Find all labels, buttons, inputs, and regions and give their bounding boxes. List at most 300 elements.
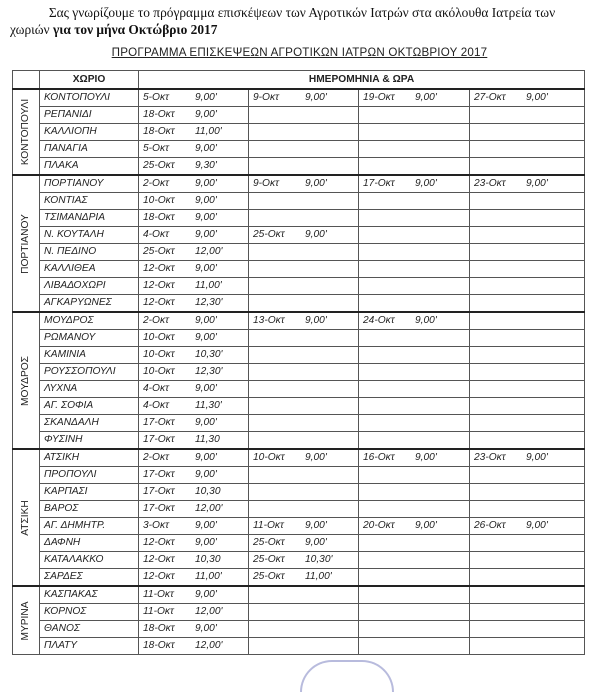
table-row (13, 158, 585, 176)
visit-cell (249, 586, 359, 604)
visit-cell (249, 330, 359, 347)
visit-cell (249, 484, 359, 501)
visit-cell (470, 586, 585, 604)
visit-cell (139, 295, 249, 313)
table-header-row (13, 71, 585, 90)
visit-cell (359, 330, 470, 347)
table-row (13, 586, 585, 604)
visit-date: 24-Οκτ (363, 315, 395, 326)
visit-time: 11,00' (195, 280, 222, 291)
visit-cell (139, 244, 249, 261)
visit-time: 9,00' (305, 315, 327, 326)
visit-cell (249, 141, 359, 158)
visit-cell (249, 398, 359, 415)
visit-cell (470, 261, 585, 278)
table-row (13, 501, 585, 518)
visit-cell (359, 312, 470, 330)
official-stamp (300, 660, 394, 692)
visit-cell (249, 278, 359, 295)
village-cell: ΔΑΦΝΗ (40, 535, 139, 552)
visit-time: 9,00' (195, 383, 217, 394)
visit-cell (139, 569, 249, 587)
header-village: ΧΩΡΙΟ (40, 71, 139, 90)
table-row (13, 432, 585, 450)
village-cell: ΡΩΜΑΝΟΥ (40, 330, 139, 347)
visit-cell (470, 381, 585, 398)
visit-cell (359, 347, 470, 364)
intro-line-1: Σας γνωρίζουμε το πρόγραμμα επισκέψεων των Αγροτικών Ιατρών στα ακόλουθα Ιατρεία των (48, 5, 556, 20)
visit-cell (249, 347, 359, 364)
visit-cell (249, 569, 359, 587)
village-cell: ΡΟΥΣΣΟΠΟΥΛΙ (40, 364, 139, 381)
visit-time: 9,00' (305, 178, 327, 189)
table-row (13, 89, 585, 107)
visit-cell (249, 621, 359, 638)
visit-time: 11,00' (195, 571, 222, 582)
region-cell (13, 89, 40, 175)
village-cell: ΒΑΡΟΣ (40, 501, 139, 518)
visit-cell (359, 261, 470, 278)
visit-cell (249, 552, 359, 569)
visit-time: 11,00' (305, 571, 332, 582)
table-row (13, 295, 585, 313)
region-cell (13, 175, 40, 312)
visit-date: 10-Οκτ (143, 349, 175, 360)
visit-cell (359, 415, 470, 432)
visit-date: 25-Οκτ (253, 554, 285, 565)
village-cell: ΚΟΡΝΟΣ (40, 604, 139, 621)
village-cell: ΡΕΠΑΝΙΔΙ (40, 107, 139, 124)
table-row (13, 398, 585, 415)
visit-time: 11,30 (195, 434, 220, 445)
visit-cell (359, 381, 470, 398)
visit-cell (139, 381, 249, 398)
region-label: ΚΟΝΤΟΠΟΥΛΙ (20, 98, 31, 166)
visit-time: 10,30' (195, 349, 223, 360)
table-row (13, 312, 585, 330)
visit-time: 10,30' (305, 554, 333, 565)
header-datetime: ΗΜΕΡΟΜΗΝΙΑ & ΩΡΑ (139, 71, 585, 90)
visit-cell (249, 467, 359, 484)
visit-cell (470, 398, 585, 415)
visit-time: 9,00' (195, 109, 217, 120)
visit-cell (359, 518, 470, 535)
visit-date: 10-Οκτ (143, 195, 175, 206)
visit-cell (470, 415, 585, 432)
visit-cell (470, 535, 585, 552)
visit-time: 9,00' (305, 520, 327, 531)
visit-cell (470, 295, 585, 313)
table-row (13, 210, 585, 227)
visit-cell (139, 141, 249, 158)
village-cell: ΜΟΥΔΡΟΣ (40, 312, 139, 330)
visit-cell (139, 586, 249, 604)
region-label: ΜΥΡΙΝΑ (20, 600, 31, 641)
visit-time: 9,00' (195, 143, 217, 154)
visit-time: 9,00' (305, 92, 327, 103)
visit-cell (249, 604, 359, 621)
visit-time: 9,00' (195, 537, 217, 548)
visit-time: 9,00' (415, 92, 437, 103)
visit-date: 27-Οκτ (474, 92, 506, 103)
visit-cell (470, 484, 585, 501)
visit-date: 25-Οκτ (253, 229, 285, 240)
visit-cell (139, 449, 249, 467)
visit-cell (470, 193, 585, 210)
visit-cell (470, 364, 585, 381)
region-cell (13, 449, 40, 586)
visit-cell (359, 364, 470, 381)
visit-cell (359, 295, 470, 313)
visit-time: 9,00' (415, 178, 437, 189)
table-row (13, 638, 585, 655)
visit-time: 11,00' (195, 126, 222, 137)
region-label: ΑΤΣΙΚΗ (20, 499, 31, 536)
visit-cell (470, 175, 585, 193)
visit-cell (249, 295, 359, 313)
visit-cell (470, 552, 585, 569)
intro-line-2-plain: χωριών (10, 22, 53, 37)
visit-time: 11,30' (195, 400, 222, 411)
table-row (13, 141, 585, 158)
visit-cell (359, 244, 470, 261)
village-cell: ΤΣΙΜΑΝΔΡΙΑ (40, 210, 139, 227)
table-row (13, 535, 585, 552)
village-cell: ΛΥΧΝΑ (40, 381, 139, 398)
visit-cell (359, 210, 470, 227)
village-cell: ΠΑΝΑΓΙΑ (40, 141, 139, 158)
visit-cell (470, 330, 585, 347)
visit-cell (359, 586, 470, 604)
visit-cell (359, 535, 470, 552)
table-row (13, 552, 585, 569)
visit-date: 25-Οκτ (253, 537, 285, 548)
visit-cell (249, 89, 359, 107)
visit-cell (249, 227, 359, 244)
visit-cell (139, 261, 249, 278)
visit-time: 9,00' (526, 92, 548, 103)
visit-date: 17-Οκτ (143, 486, 175, 497)
visit-time: 9,00' (195, 195, 217, 206)
region-cell (13, 586, 40, 655)
region-cell (13, 312, 40, 449)
village-cell: ΑΓΚΑΡΥΩΝΕΣ (40, 295, 139, 313)
visit-date: 12-Οκτ (143, 263, 175, 274)
visit-cell (249, 158, 359, 176)
visit-cell (470, 604, 585, 621)
visit-cell (359, 621, 470, 638)
visit-cell (139, 604, 249, 621)
visit-time: 10,30 (195, 554, 221, 565)
visit-cell (139, 227, 249, 244)
intro-line-2 (8, 21, 596, 38)
visit-date: 25-Οκτ (253, 571, 285, 582)
visit-date: 18-Οκτ (143, 640, 175, 651)
visit-time: 9,00' (195, 229, 217, 240)
village-cell: ΚΑΛΛΙΟΠΗ (40, 124, 139, 141)
visit-date: 17-Οκτ (143, 417, 175, 428)
village-cell: ΣΑΡΔΕΣ (40, 569, 139, 587)
table-row (13, 415, 585, 432)
visit-cell (139, 347, 249, 364)
visit-time: 12,00' (195, 606, 223, 617)
visit-date: 12-Οκτ (143, 297, 175, 308)
visit-date: 2-Οκτ (143, 178, 169, 189)
visit-cell (470, 210, 585, 227)
visit-time: 9,00' (195, 212, 217, 223)
visit-cell (249, 107, 359, 124)
visit-time: 9,00' (195, 452, 217, 463)
visit-cell (249, 432, 359, 450)
visit-cell (249, 364, 359, 381)
visit-time: 10,30 (195, 486, 221, 497)
visit-date: 12-Οκτ (143, 537, 175, 548)
visit-cell (139, 278, 249, 295)
visit-cell (470, 518, 585, 535)
visit-cell (359, 638, 470, 655)
visit-cell (249, 312, 359, 330)
visit-cell (359, 89, 470, 107)
visit-cell (139, 535, 249, 552)
visit-cell (139, 175, 249, 193)
visit-date: 18-Οκτ (143, 126, 175, 137)
village-cell: ΠΟΡΤΙΑΝΟΥ (40, 175, 139, 193)
visit-date: 11-Οκτ (143, 589, 174, 600)
table-row (13, 381, 585, 398)
visit-cell (470, 227, 585, 244)
visit-date: 4-Οκτ (143, 383, 169, 394)
visit-cell (139, 552, 249, 569)
visit-date: 12-Οκτ (143, 554, 175, 565)
visit-cell (470, 638, 585, 655)
visit-date: 2-Οκτ (143, 315, 169, 326)
village-cell: ΠΡΟΠΟΥΛΙ (40, 467, 139, 484)
visit-cell (470, 124, 585, 141)
visit-date: 4-Οκτ (143, 229, 169, 240)
visit-cell (139, 621, 249, 638)
visit-cell (470, 89, 585, 107)
visit-time: 9,00' (195, 623, 217, 634)
visit-date: 19-Οκτ (363, 92, 395, 103)
visit-date: 3-Οκτ (143, 520, 169, 531)
visit-cell (139, 193, 249, 210)
visit-cell (470, 312, 585, 330)
village-cell: ΚΑΜΙΝΙΑ (40, 347, 139, 364)
visit-cell (359, 484, 470, 501)
visit-time: 12,30' (195, 366, 223, 377)
visit-cell (470, 467, 585, 484)
visit-cell (249, 124, 359, 141)
village-cell: ΚΑΤΑΛΑΚΚΟ (40, 552, 139, 569)
visit-time: 9,00' (195, 315, 217, 326)
visit-cell (470, 244, 585, 261)
visit-date: 25-Οκτ (143, 246, 175, 257)
visit-time: 9,00' (305, 229, 327, 240)
schedule-heading: ΠΡΟΓΡΑΜΜΑ ΕΠΙΣΚΕΨΕΩΝ ΑΓΡΟΤΙΚΩΝ ΙΑΤΡΩΝ ΟΚΤΩΒΡΙΟΥ 2017 (111, 46, 488, 59)
table-row (13, 330, 585, 347)
village-cell: ΘΑΝΟΣ (40, 621, 139, 638)
visit-cell (249, 501, 359, 518)
visit-date: 16-Οκτ (363, 452, 395, 463)
table-row (13, 278, 585, 295)
visit-cell (249, 261, 359, 278)
visit-cell (470, 501, 585, 518)
village-cell: Ν. ΚΟΥΤΑΛΗ (40, 227, 139, 244)
village-cell: Ν. ΠΕΔΙΝΟ (40, 244, 139, 261)
visit-cell (139, 398, 249, 415)
visit-date: 17-Οκτ (143, 434, 175, 445)
village-cell: ΠΛΑΤΥ (40, 638, 139, 655)
visit-cell (359, 141, 470, 158)
visit-date: 9-Οκτ (253, 178, 279, 189)
visit-time: 9,00' (195, 263, 217, 274)
visit-cell (249, 535, 359, 552)
visit-time: 12,00' (195, 640, 223, 651)
visit-date: 12-Οκτ (143, 280, 175, 291)
visit-time: 9,00' (526, 178, 548, 189)
visit-cell (359, 227, 470, 244)
visit-date: 5-Οκτ (143, 92, 169, 103)
visit-cell (139, 638, 249, 655)
table-row (13, 518, 585, 535)
visit-cell (139, 501, 249, 518)
visit-date: 25-Οκτ (143, 160, 175, 171)
visit-cell (139, 364, 249, 381)
visit-cell (139, 124, 249, 141)
visit-date: 10-Οκτ (253, 452, 285, 463)
visit-date: 12-Οκτ (143, 571, 175, 582)
visit-cell (249, 193, 359, 210)
visit-cell (470, 621, 585, 638)
visit-cell (359, 604, 470, 621)
table-row (13, 604, 585, 621)
visit-cell (139, 312, 249, 330)
visit-cell (470, 449, 585, 467)
visit-time: 9,00' (415, 520, 437, 531)
visit-date: 11-Οκτ (143, 606, 174, 617)
visit-date: 18-Οκτ (143, 623, 175, 634)
visit-date: 5-Οκτ (143, 143, 169, 154)
visit-date: 17-Οκτ (143, 469, 175, 480)
visit-cell (249, 518, 359, 535)
table-row (13, 107, 585, 124)
visit-time: 12,00' (195, 246, 223, 257)
visit-date: 17-Οκτ (363, 178, 395, 189)
table-row (13, 347, 585, 364)
visit-time: 9,00' (195, 417, 217, 428)
visit-date: 10-Οκτ (143, 366, 175, 377)
visit-cell (470, 278, 585, 295)
visit-cell (359, 107, 470, 124)
visit-cell (359, 278, 470, 295)
visit-cell (249, 210, 359, 227)
visit-cell (249, 175, 359, 193)
region-label: ΜΟΥΔΡΟΣ (20, 355, 31, 406)
visit-date: 23-Οκτ (474, 178, 506, 189)
visit-cell (359, 501, 470, 518)
visit-cell (249, 449, 359, 467)
village-cell: ΑΤΣΙΚΗ (40, 449, 139, 467)
village-cell: ΠΛΑΚΑ (40, 158, 139, 176)
visit-date: 23-Οκτ (474, 452, 506, 463)
visit-cell (470, 569, 585, 587)
village-cell: ΑΓ. ΔΗΜΗΤΡ. (40, 518, 139, 535)
table-row (13, 364, 585, 381)
visit-cell (139, 484, 249, 501)
visit-time: 9,00' (195, 520, 217, 531)
visit-time: 9,00' (305, 452, 327, 463)
schedule-body (13, 89, 585, 655)
visit-cell (470, 432, 585, 450)
visit-cell (359, 569, 470, 587)
table-row (13, 124, 585, 141)
table-row (13, 261, 585, 278)
village-cell: ΚΟΝΤΟΠΟΥΛΙ (40, 89, 139, 107)
visit-cell (359, 158, 470, 176)
village-cell: ΚΑΣΠΑΚΑΣ (40, 586, 139, 604)
visit-cell (470, 347, 585, 364)
table-row (13, 244, 585, 261)
intro-line-2-bold: για τον μήνα Οκτώβριο 2017 (52, 22, 218, 37)
visit-time: 9,00' (195, 469, 217, 480)
visit-cell (359, 432, 470, 450)
visit-date: 20-Οκτ (363, 520, 395, 531)
visit-time: 9,00' (526, 452, 548, 463)
visit-date: 17-Οκτ (143, 503, 175, 514)
village-cell: ΦΥΣΙΝΗ (40, 432, 139, 450)
visit-date: 2-Οκτ (143, 452, 169, 463)
table-row (13, 175, 585, 193)
village-cell: ΚΟΝΤΙΑΣ (40, 193, 139, 210)
visit-date: 13-Οκτ (253, 315, 285, 326)
table-row (13, 227, 585, 244)
visit-time: 9,00' (195, 92, 217, 103)
visit-cell (359, 552, 470, 569)
visit-date: 11-Οκτ (253, 520, 284, 531)
table-row (13, 621, 585, 638)
village-cell: ΛΙΒΑΔΟΧΩΡΙ (40, 278, 139, 295)
village-cell: ΚΑΛΛΙΘΕΑ (40, 261, 139, 278)
visit-cell (470, 141, 585, 158)
visit-cell (470, 107, 585, 124)
table-row (13, 193, 585, 210)
visit-cell (139, 89, 249, 107)
visit-cell (359, 175, 470, 193)
visit-cell (139, 210, 249, 227)
visit-date: 4-Οκτ (143, 400, 169, 411)
table-row (13, 467, 585, 484)
schedule-table (12, 70, 585, 655)
header-region-blank (13, 71, 40, 90)
visit-date: 9-Οκτ (253, 92, 279, 103)
visit-cell (359, 124, 470, 141)
visit-cell (359, 467, 470, 484)
visit-time: 9,00' (195, 178, 217, 189)
visit-date: 26-Οκτ (474, 520, 506, 531)
visit-time: 12,00' (195, 503, 223, 514)
visit-date: 10-Οκτ (143, 332, 175, 343)
visit-cell (249, 244, 359, 261)
visit-cell (470, 158, 585, 176)
village-cell: ΚΑΡΠΑΣΙ (40, 484, 139, 501)
visit-cell (359, 449, 470, 467)
visit-time: 9,00' (415, 452, 437, 463)
visit-cell (139, 158, 249, 176)
table-row (13, 484, 585, 501)
visit-cell (359, 193, 470, 210)
visit-time: 12,30' (195, 297, 223, 308)
visit-date: 18-Οκτ (143, 109, 175, 120)
